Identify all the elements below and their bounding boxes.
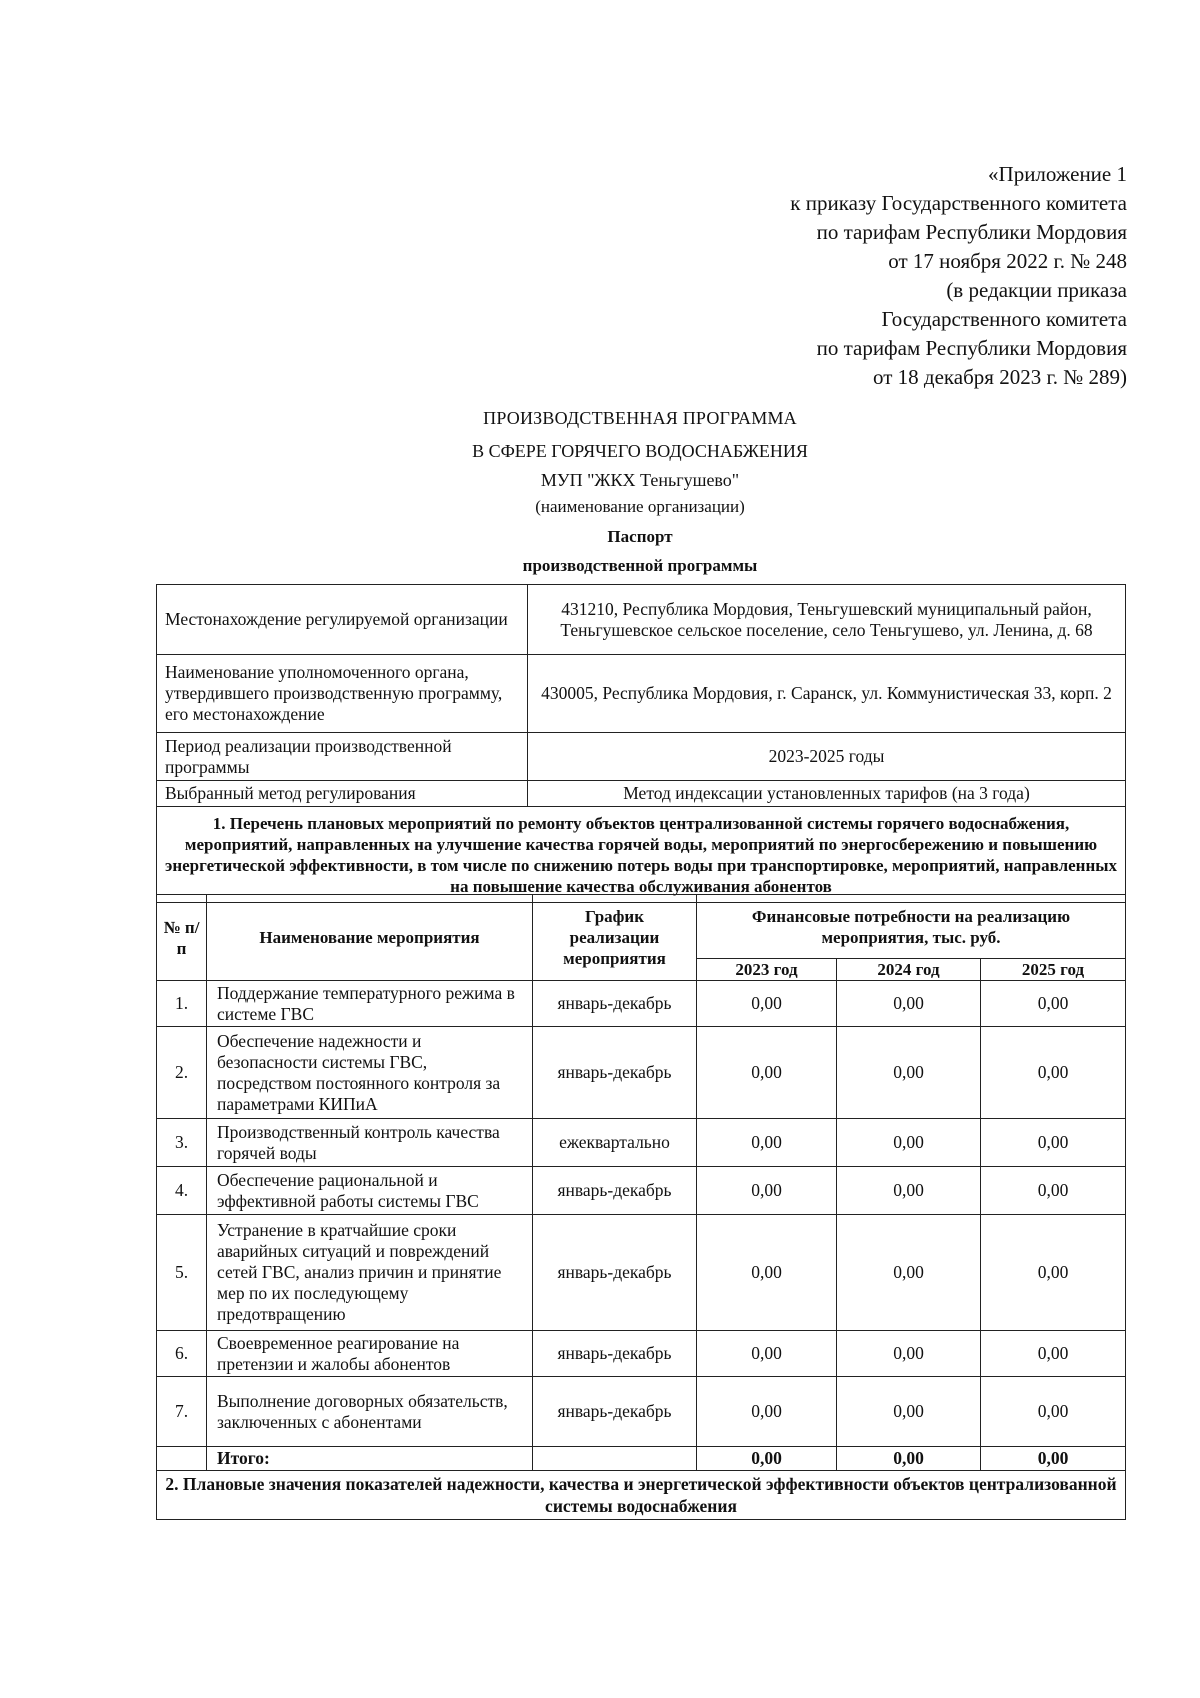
appendix-line: по тарифам Республики Мордовия xyxy=(816,336,1127,360)
passport-value: Метод индексации установленных тарифов (на 3 года) xyxy=(528,781,1126,807)
row-name: Производственный контроль качества горячей воды xyxy=(207,1119,533,1167)
passport-subtitle: производственной программы xyxy=(522,556,758,575)
appendix-line: к приказу Государственного комитета xyxy=(790,191,1127,215)
table-row xyxy=(157,1331,1126,1377)
row-name: Обеспечение рациональной и эффективной работы системы ГВС xyxy=(207,1167,533,1215)
row-value-2024: 0,00 xyxy=(837,1027,981,1119)
table-row xyxy=(157,1215,1126,1331)
passport-label: Период реализации производственной программы xyxy=(157,733,528,781)
row-value-2025: 0,00 xyxy=(981,1167,1126,1215)
organization-name: МУП "ЖКХ Теньгушево" xyxy=(540,470,740,490)
row-value-2024: 0,00 xyxy=(837,1215,981,1331)
row-value-2023: 0,00 xyxy=(697,1377,837,1447)
row-name: Поддержание температурного режима в системе ГВС xyxy=(207,981,533,1027)
passport-row xyxy=(157,655,1126,733)
appendix-line: «Приложение 1 xyxy=(988,162,1127,186)
total-value-2025: 0,00 xyxy=(981,1447,1126,1471)
col-header-2023: 2023 год xyxy=(697,959,837,981)
row-schedule: январь-декабрь xyxy=(533,1377,697,1447)
appendix-block xyxy=(527,160,1127,392)
section2-heading: 2. Плановые значения показателей надежности, качества и энергетической эффективности объектов централизованной системы водоснабжения xyxy=(157,1471,1126,1520)
organization-caption: (наименование организации) xyxy=(535,497,745,516)
table-row xyxy=(157,1167,1126,1215)
appendix-line: Государственного комитета xyxy=(881,307,1127,331)
row-value-2025: 0,00 xyxy=(981,1119,1126,1167)
row-num: 4. xyxy=(157,1167,207,1215)
row-value-2024: 0,00 xyxy=(837,1331,981,1377)
row-value-2025: 0,00 xyxy=(981,1027,1126,1119)
col-header-schedule: График реализации мероприятия xyxy=(533,895,697,981)
passport-row xyxy=(157,781,1126,807)
row-num: 3. xyxy=(157,1119,207,1167)
row-schedule: январь-декабрь xyxy=(533,1167,697,1215)
row-num: 6. xyxy=(157,1331,207,1377)
row-value-2024: 0,00 xyxy=(837,1167,981,1215)
row-num: 2. xyxy=(157,1027,207,1119)
row-value-2025: 0,00 xyxy=(981,1215,1126,1331)
passport-value: 431210, Республика Мордовия, Теньгушевский муниципальный район, Теньгушевское сельское поселение, село Теньгушево, ул. Ленина, д. 68 xyxy=(528,585,1126,655)
total-row xyxy=(157,1447,1126,1471)
row-value-2024: 0,00 xyxy=(837,1377,981,1447)
row-schedule: январь-декабрь xyxy=(533,981,697,1027)
appendix-line: по тарифам Республики Мордовия xyxy=(816,220,1127,244)
row-num: 1. xyxy=(157,981,207,1027)
row-value-2025: 0,00 xyxy=(981,1331,1126,1377)
row-value-2023: 0,00 xyxy=(697,1027,837,1119)
row-value-2024: 0,00 xyxy=(837,981,981,1027)
row-value-2024: 0,00 xyxy=(837,1119,981,1167)
col-header-finance: Финансовые потребности на реализацию мероприятия, тыс. руб. xyxy=(697,895,1126,959)
col-header-num: № п/п xyxy=(157,895,207,981)
row-value-2025: 0,00 xyxy=(981,1377,1126,1447)
section1-row xyxy=(157,807,1126,903)
program-title: ПРОИЗВОДСТВЕННАЯ ПРОГРАММА xyxy=(483,408,797,428)
row-name: Выполнение договорных обязательств, заключенных с абонентами xyxy=(207,1377,533,1447)
appendix-line: (в редакции приказа xyxy=(946,278,1127,302)
total-value-2023: 0,00 xyxy=(697,1447,837,1471)
passport-value: 2023-2025 годы xyxy=(528,733,1126,781)
row-value-2023: 0,00 xyxy=(697,981,837,1027)
total-label: Итого: xyxy=(207,1447,533,1471)
col-header-2024: 2024 год xyxy=(837,959,981,981)
row-schedule: январь-декабрь xyxy=(533,1027,697,1119)
row-name: Обеспечение надежности и безопасности системы ГВС, посредством постоянного контроля за параметрами КИПиА xyxy=(207,1027,533,1119)
row-value-2025: 0,00 xyxy=(981,981,1126,1027)
passport-label: Наименование уполномоченного органа, утвердившего производственную программу, его местонахождение xyxy=(157,655,528,733)
table-row xyxy=(157,981,1126,1027)
table-row xyxy=(157,1377,1126,1447)
passport-row xyxy=(157,585,1126,655)
row-value-2023: 0,00 xyxy=(697,1119,837,1167)
section2-row xyxy=(157,1471,1126,1520)
row-schedule: январь-декабрь xyxy=(533,1331,697,1377)
row-name: Устранение в кратчайшие сроки аварийных ситуаций и повреждений сетей ГВС, анализ причин и принятие мер по их последующему предотвращению xyxy=(207,1215,533,1331)
header-row xyxy=(157,895,1126,959)
total-schedule xyxy=(533,1447,697,1471)
total-num xyxy=(157,1447,207,1471)
measures-table xyxy=(156,894,1126,1520)
row-num: 5. xyxy=(157,1215,207,1331)
passport-title: Паспорт xyxy=(607,527,673,546)
section1-heading: 1. Перечень плановых мероприятий по ремонту объектов централизованной системы горячего водоснабжения, мероприятий, направленных на улучшение качества горячей воды, мероприятий по энергосбережению и повышению энергетической эффективности, в том числе по снижению потерь воды при транспортировке, мероприятий, направленных на повышение качества обслуживания абонентов xyxy=(157,807,1126,903)
appendix-line: от 18 декабря 2023 г. № 289) xyxy=(873,365,1127,389)
col-header-name: Наименование мероприятия xyxy=(207,895,533,981)
passport-label: Выбранный метод регулирования xyxy=(157,781,528,807)
passport-table xyxy=(156,584,1126,903)
passport-label: Местонахождение регулируемой организации xyxy=(157,585,528,655)
program-subtitle: В СФЕРЕ ГОРЯЧЕГО ВОДОСНАБЖЕНИЯ xyxy=(472,441,808,461)
table-row xyxy=(157,1027,1126,1119)
appendix-line: от 17 ноября 2022 г. № 248 xyxy=(888,249,1127,273)
row-value-2023: 0,00 xyxy=(697,1331,837,1377)
passport-value: 430005, Республика Мордовия, г. Саранск, ул. Коммунистическая 33, корп. 2 xyxy=(528,655,1126,733)
row-schedule: январь-декабрь xyxy=(533,1215,697,1331)
row-value-2023: 0,00 xyxy=(697,1215,837,1331)
row-num: 7. xyxy=(157,1377,207,1447)
table-row xyxy=(157,1119,1126,1167)
total-value-2024: 0,00 xyxy=(837,1447,981,1471)
row-schedule: ежеквартально xyxy=(533,1119,697,1167)
row-value-2023: 0,00 xyxy=(697,1167,837,1215)
row-name: Своевременное реагирование на претензии и жалобы абонентов xyxy=(207,1331,533,1377)
passport-row xyxy=(157,733,1126,781)
col-header-2025: 2025 год xyxy=(981,959,1126,981)
